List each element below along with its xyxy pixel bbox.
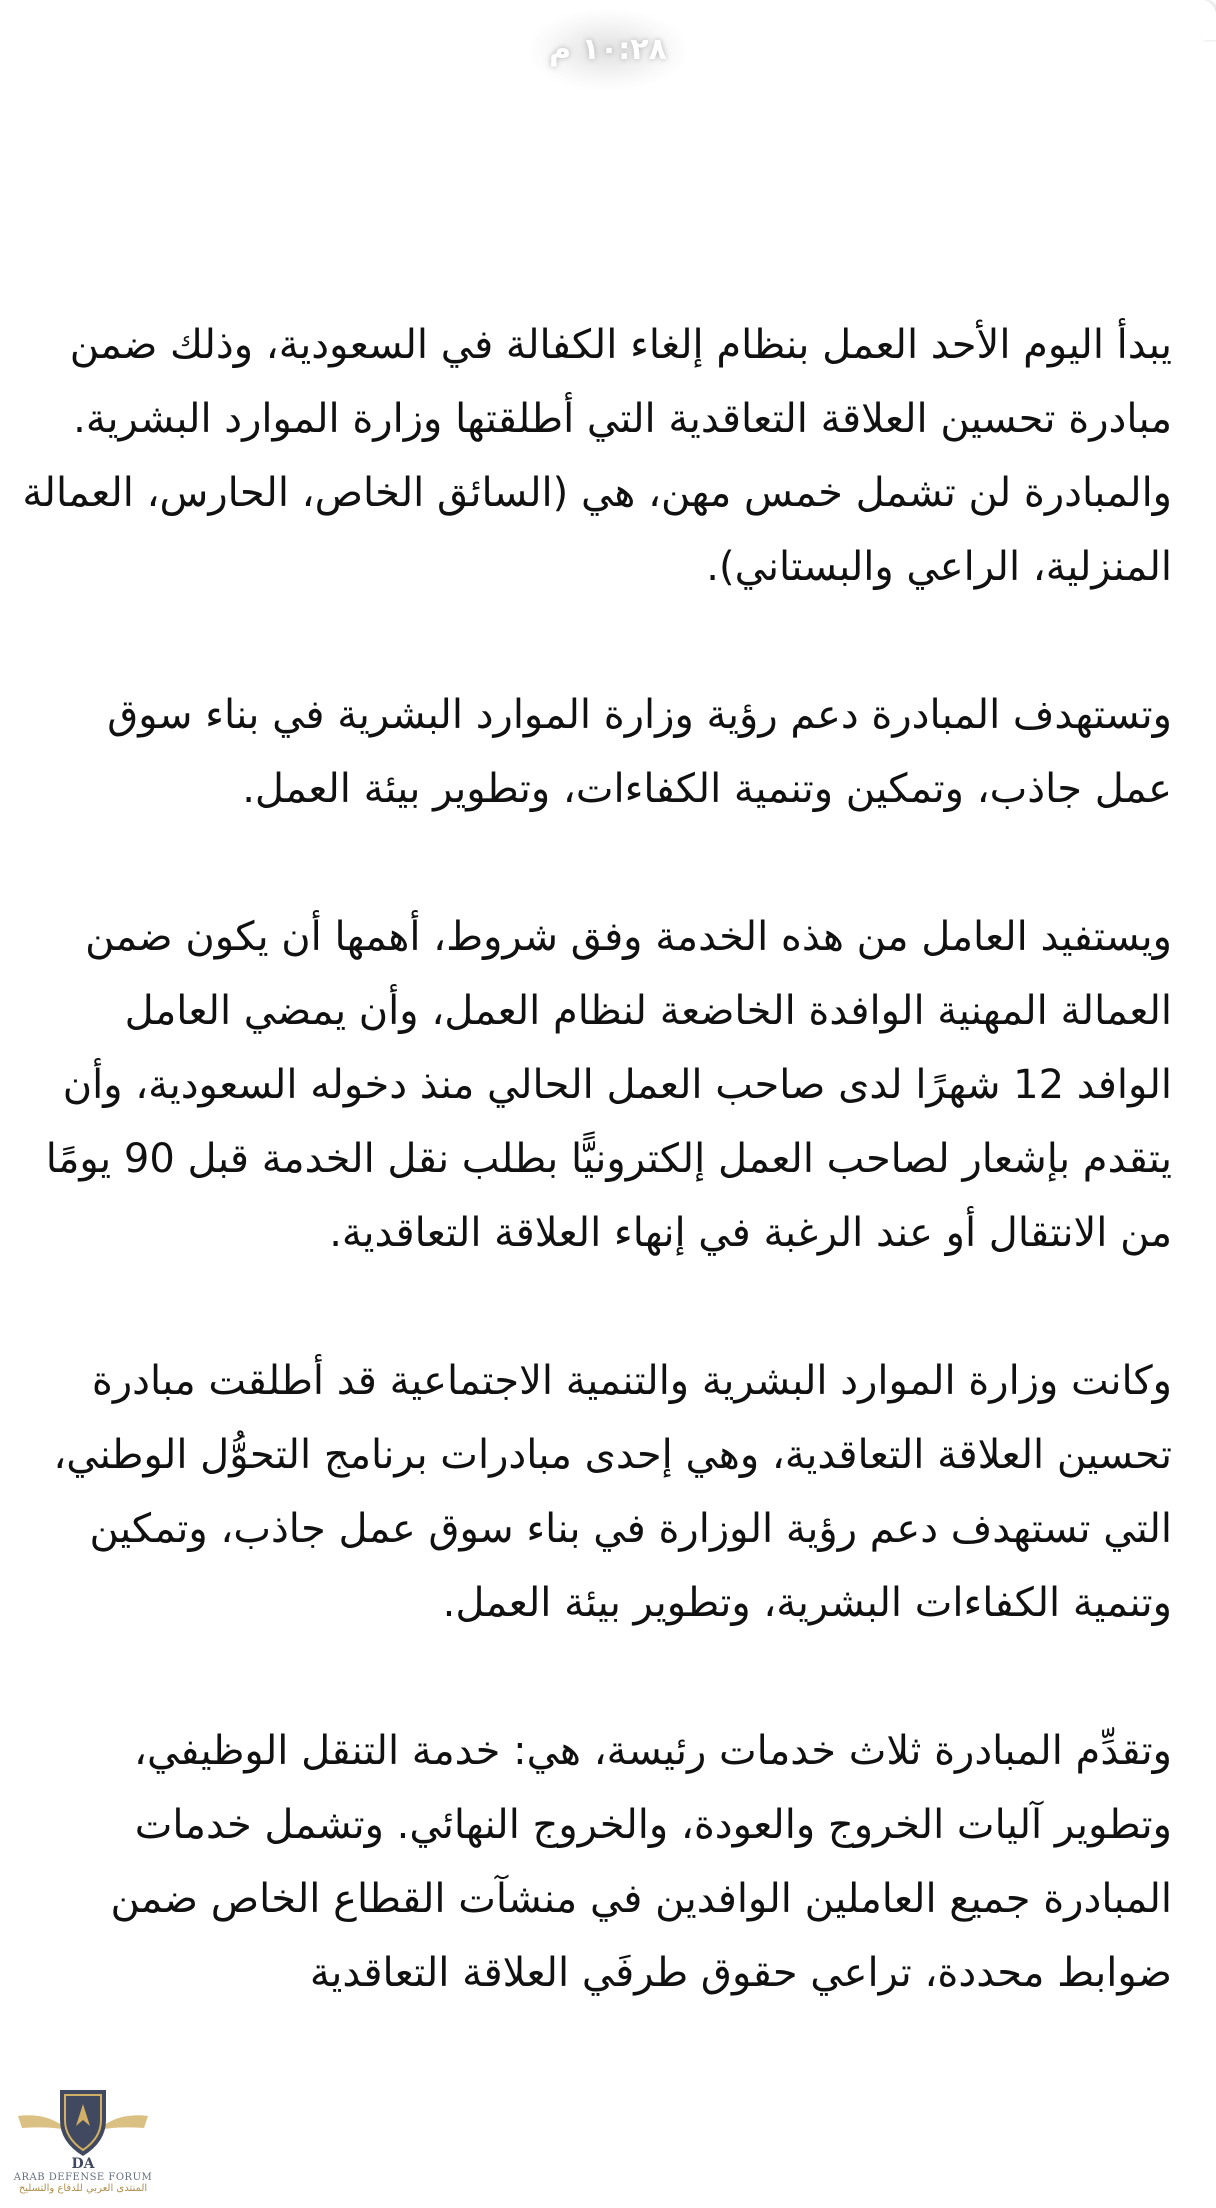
article-paragraph-3: ويستفيد العامل من هذه الخدمة وفق شروط، أهمها أن يكون ضمن العمالة المهنية الوافدة الخاضعة لنظام العمل، وأن يمضي العامل الوافد 12 شهرًا لدى صاحب العمل الحالي منذ دخوله السعودية، وأن يتقدم بإشعار لصاحب العمل إلكترونيًّا بطلب نقل الخدمة قبل 90 يومًا من الانتقال أو عند الرغبة في إنهاء العلاقة التعاقدية.	[45, 914, 1172, 1256]
article-paragraph-2: وتستهدف المبادرة دعم رؤية وزارة الموارد البشرية في بناء سوق عمل جاذب، وتمكين وتنمية الكفاءات، وتطوير بيئة العمل.	[107, 692, 1172, 812]
forum-logo-icon	[8, 2086, 158, 2170]
screen-corner	[1202, 0, 1216, 40]
forum-arabic-name: المنتدى العربي للدفاع والتسليح	[18, 2183, 148, 2194]
article-paragraph-4: وكانت وزارة الموارد البشرية والتنمية الاجتماعية قد أطلقت مبادرة تحسين العلاقة التعاقدية، وهي إحدى مبادرات برنامج التحوُّل الوطني، التي تستهدف دعم رؤية الوزارة في بناء سوق عمل جاذب، وتمكين وتنمية الكفاءات البشرية، وتطوير بيئة العمل.	[53, 1358, 1172, 1626]
article-paragraph-1: يبدأ اليوم الأحد العمل بنظام إلغاء الكفالة في السعودية، وذلك ضمن مبادرة تحسين العلاقة التعاقدية التي أطلقتها وزارة الموارد البشرية. والمبادرة لن تشمل خمس مهن، هي (السائق الخاص، الحارس، العمالة المنزلية، الراعي والبستاني).	[22, 322, 1172, 590]
forum-logo-letters: DA	[71, 2156, 95, 2170]
status-bar-time: ١٠:٢٨ م	[530, 10, 686, 90]
article-paragraph-5: وتقدِّم المبادرة ثلاث خدمات رئيسة، هي: خدمة التنقل الوظيفي، وتطوير آليات الخروج والعودة، والخروج النهائي. وتشمل خدمات المبادرة جميع العاملين الوافدين في منشآت القطاع الخاص ضمن ضوابط محددة، تراعي حقوق طرفَي العلاقة التعاقدية	[110, 1728, 1172, 1996]
forum-watermark	[8, 2086, 158, 2204]
article-body	[20, 308, 1172, 2010]
forum-name: ARAB DEFENSE FORUM	[13, 2172, 153, 2183]
